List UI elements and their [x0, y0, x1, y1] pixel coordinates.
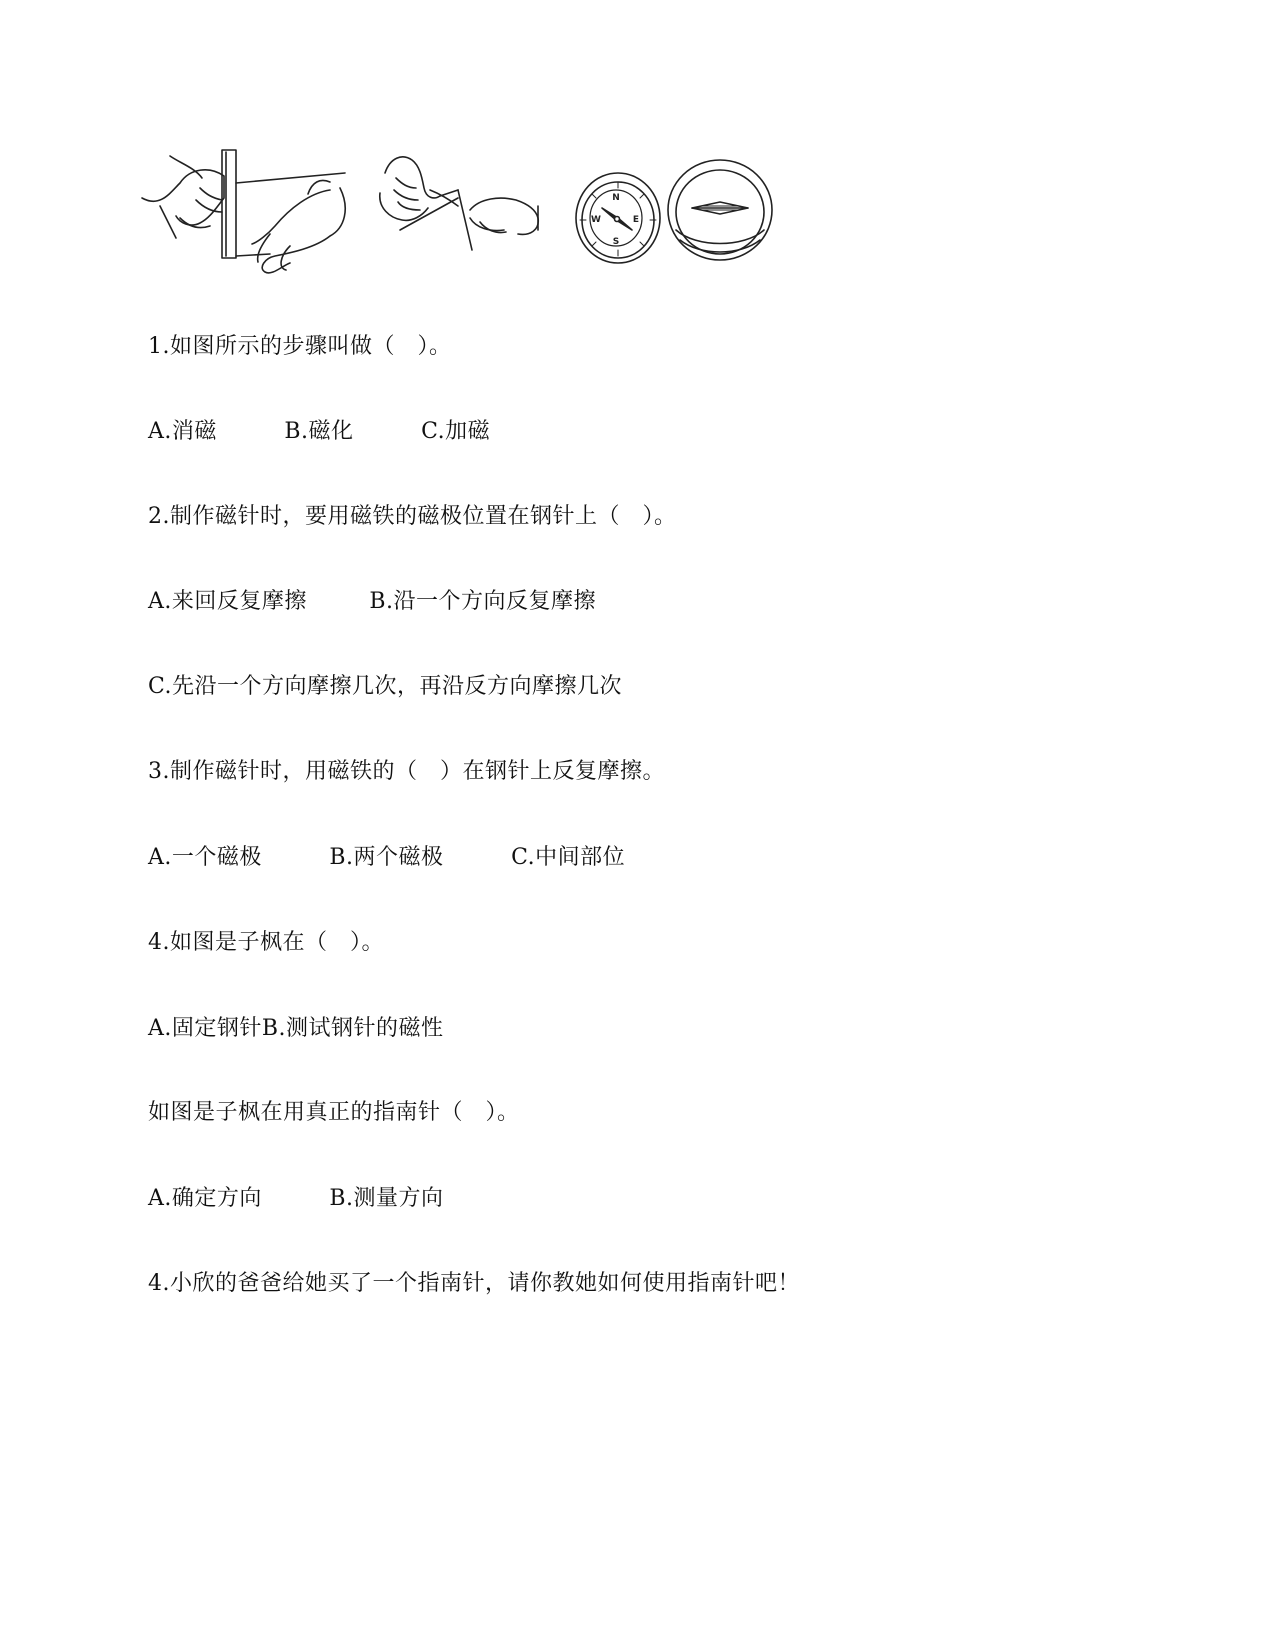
question-4-text: 4.如图是子枫在（ ）。: [148, 930, 384, 955]
question-3-option-c[interactable]: C.中间部位: [511, 845, 626, 870]
floating-needle-bowl-illustration: [668, 160, 772, 260]
question-1-option-a[interactable]: A.消磁: [148, 419, 217, 444]
compass-letter-w: W: [591, 215, 601, 225]
question-1-options: [148, 417, 490, 447]
compass-illustration: [576, 173, 660, 263]
question-4b-options: [148, 1184, 444, 1214]
question-1-text: 1.如图所示的步骤叫做（ ）。: [148, 334, 452, 359]
compass-letter-e: E: [632, 215, 640, 225]
question-4b-text: 如图是子枫在用真正的指南针（ ）。: [148, 1100, 520, 1125]
illustration-strip: [140, 138, 790, 288]
question-3-text: 3.制作磁针时，用磁铁的（ ）在钢针上反复摩擦。: [148, 759, 665, 784]
magnetizing-hands-illustration: [142, 150, 345, 273]
question-2-options: [148, 587, 596, 617]
question-1-option-c[interactable]: C.加磁: [421, 419, 491, 444]
illustration-svg: [140, 138, 790, 288]
question-4-options[interactable]: A.固定钢针B.测试钢针的磁性: [148, 1016, 444, 1041]
question-4b-option-b[interactable]: B.测量方向: [329, 1186, 444, 1211]
question-3-option-a[interactable]: A.一个磁极: [148, 845, 262, 870]
question-2-option-c[interactable]: C.先沿一个方向摩擦几次，再沿反方向摩擦几次: [148, 674, 623, 699]
compass-letter-n: N: [612, 193, 620, 203]
compass-letter-s: S: [612, 237, 620, 247]
question-3-options: [148, 843, 625, 873]
question-1-option-b[interactable]: B.磁化: [284, 419, 354, 444]
question-4b-option-a[interactable]: A.确定方向: [148, 1186, 262, 1211]
hanging-needle-illustration: [380, 157, 538, 250]
question-2-text: 2.制作磁针时，要用磁铁的磁极位置在钢针上（ ）。: [148, 504, 677, 529]
question-2-option-b[interactable]: B.沿一个方向反复摩擦: [369, 589, 597, 614]
question-3-option-b[interactable]: B.两个磁极: [329, 845, 444, 870]
question-2-option-a[interactable]: A.来回反复摩擦: [148, 589, 307, 614]
question-final-text: 4.小欣的爸爸给她买了一个指南针，请你教她如何使用指南针吧！: [148, 1271, 800, 1296]
